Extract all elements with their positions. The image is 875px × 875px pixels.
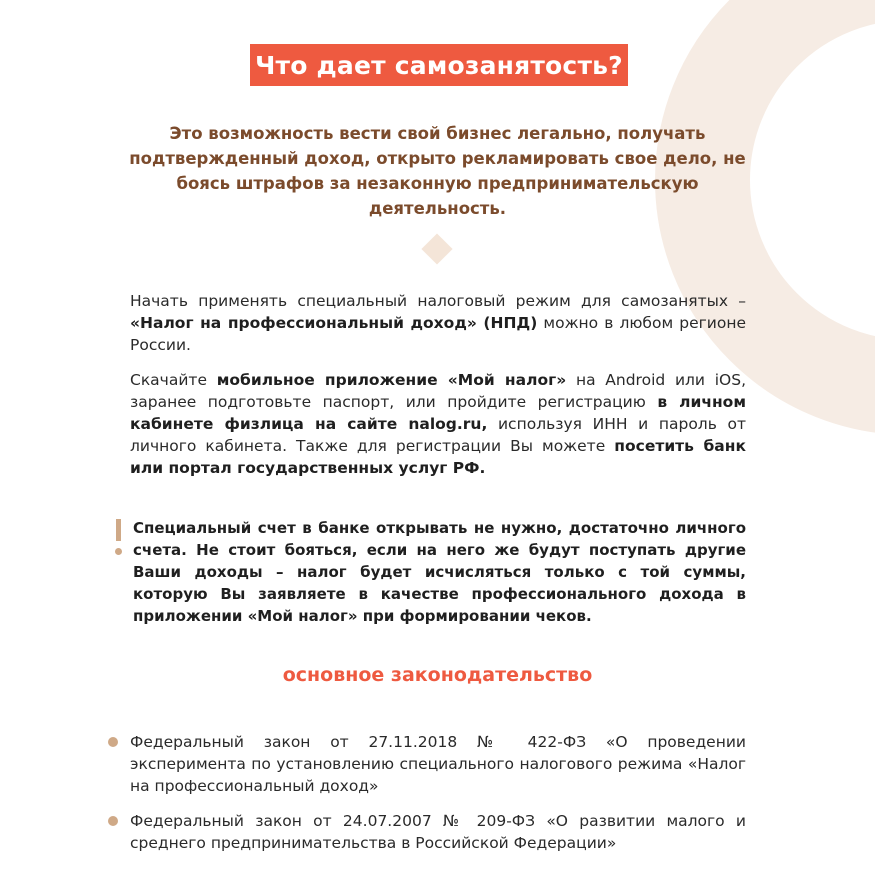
registration-text-1: Скачайте [130,371,217,389]
paragraph-npd-text-end: можно в любом регионе России. [130,314,746,354]
lead-text: Это возможность вести свой бизнес легально, получать подтвержденный доход, открыто рекламировать свое дело, не боясь штрафов за незаконную предпринимательскую деятельность. [129,124,746,218]
diamond-divider-icon [421,233,452,264]
page-title: Что дает самозанятость? [250,44,628,86]
bank-portal-text: посетить банк или портал государственных услуг РФ. [130,437,746,477]
bullet-icon [108,816,118,826]
registration-text-3: используя ИНН и пароль от личного кабинета. Также для регистрации Вы можете [130,415,746,455]
exclamation-dot-icon [115,548,122,555]
npd-name: «Налог на профессиональный доход» (НПД) [130,314,538,332]
bullet-icon [108,737,118,747]
nalog-site-text: в личном кабинете физлица на сайте nalog.ru, [130,393,746,433]
registration-text-2: на Android или iOS, заранее подготовьте паспорт, или пройдите регистрацию [130,371,746,411]
app-name: мобильное приложение «Мой налог» [216,371,567,389]
paragraph-npd [130,290,746,356]
section-title: основное законодательство [282,664,593,686]
paragraph-npd-text: Начать применять специальный налоговый режим для самозанятых – [130,292,746,310]
paragraph-registration [130,369,746,479]
exclamation-bar-icon [116,519,121,541]
law-item: Федеральный закон от 24.07.2007 № 209-ФЗ «О развитии малого и среднего предпринимательства в Российской Федерации» [130,812,746,852]
law-item: Федеральный закон от 27.11.2018 № 422-ФЗ «О проведении эксперимента по установлению специального налогового режима «Налог на профессиональный доход» [130,733,746,795]
bank-account-note: Специальный счет в банке открывать не нужно, достаточно личного счета. Не стоит бояться, если на него же будут поступать другие Ваши доходы – налог будет исчисляться только с той суммы, которую Вы заявляете в качестве профессионального дохода в приложении «Мой налог» при формировании чеков. [133,519,746,625]
